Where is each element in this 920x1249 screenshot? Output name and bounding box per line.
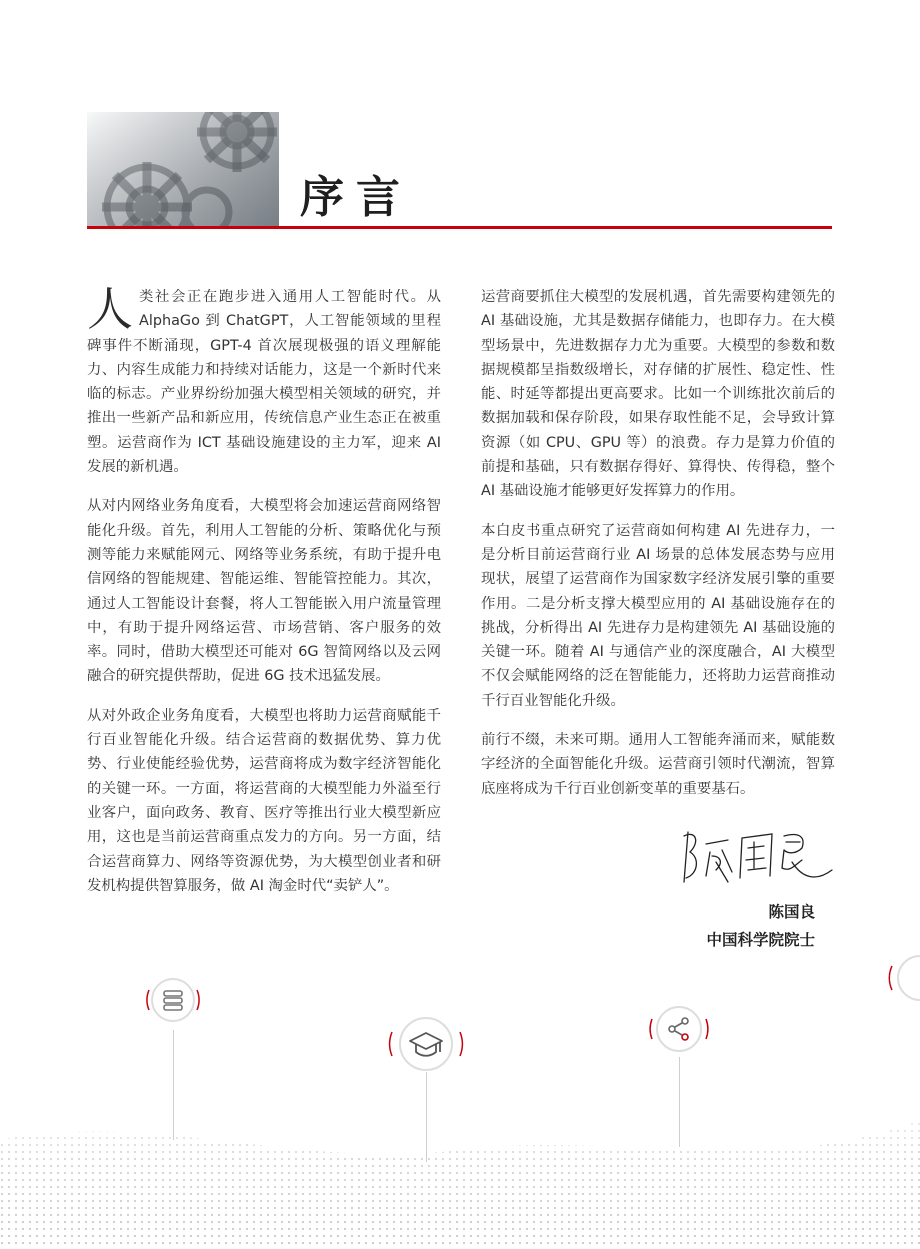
partial-node — [888, 948, 920, 1008]
paragraph: 运营商要抓住大模型的发展机遇，首先需要构建领先的 AI 基础设施，尤其是数据存储能力，也即存力。在大模型场景中，先进数据存力尤为重要。大模型的参数和数据规模都呈指数级增长，对存储的扩展性、稳定性、性能、时延等都提出更高要求。比如一个训练批次前后的数据加载和保存阶段，如果存取性能不足，会导致计算资源（如 CPU、GPU 等）的浪费。存力是算力价值的前提和基础，只有数据存得好、算得快、传得稳，整个 AI 基础设施才能够更好发挥算力的作用。 — [481, 289, 835, 500]
paragraph: 从对外政企业务角度看，大模型也将助力运营商赋能千行百业智能化升级。结合运营商的数据优势、算力优势、行业使能经验优势，运营商将成为数字经济智能化的关键一环。一方面，将运营商的大模型能力外溢至行业客户，面向政务、教育、医疗等推出行业大模型新应用，这也是当前运营商重点发力的方向。另一方面，结合运营商算力、网络等资源优势，为大模型创业者和研发机构提供智算服务，做 AI 淘金时代“卖铲人”。 — [87, 707, 441, 894]
dropcap: 人 — [87, 282, 133, 336]
paragraph-text: 类社会正在跑步进入通用人工智能时代。从AlphaGo 到 ChatGPT，人工智能领域的里程碑事件不断涌现，GPT-4 首次展现极强的语义理解能力、内容生成能力和持续对话能力，这是一个新时代来临的标志。产业界纷纷加强大模型相关领域的研究，并推出一些新产品和新应用，传统信息产业生态正在被重塑。运营商作为 ICT 基础设施建设的主力军，迎来 AI 发展的新机遇。 — [87, 289, 441, 476]
timeline-stem — [679, 1057, 680, 1147]
database-node — [143, 970, 203, 1030]
paragraph: 前行不缀，未来可期。通用人工智能奔涌而来，赋能数字经济的全面智能化升级。运营商引领时代潮流，智算底座将成为千行百业创新变革的重要基石。 — [481, 732, 835, 797]
handwritten-signature — [676, 822, 836, 898]
signature-title: 中国科学院院士 — [706, 931, 815, 949]
share-icon — [648, 998, 710, 1060]
title-rule — [87, 226, 832, 229]
partial-circle-icon — [888, 948, 920, 1008]
gears-photo — [87, 112, 279, 226]
graduation-cap-icon — [388, 1012, 464, 1076]
database-icon — [143, 970, 203, 1030]
page-title: 序言 — [300, 172, 412, 223]
education-node — [388, 1012, 464, 1076]
paragraph: 从对内网络业务角度看，大模型将会加速运营商网络智能化升级。首先，利用人工智能的分析、策略优化与预测等能力来赋能网元、网络等业务系统，有助于提升电信网络的智能规建、智能运维、智能管控能力。其次，通过人工智能设计套餐，将人工智能嵌入用户流量管理中，有助于提升网络运营、市场营销、客户服务的效率。同时，借助大模型还可能对 6G 智简网络以及云网融合的研究提供帮助，促进 6G 技术迅猛发展。 — [87, 498, 441, 685]
right-column — [481, 285, 835, 816]
left-column — [87, 282, 441, 913]
timeline-stem — [426, 1072, 427, 1162]
signature-name: 陈国良 — [768, 903, 815, 921]
timeline-stem — [173, 1030, 174, 1140]
dotted-wave-decoration — [0, 1080, 920, 1249]
paragraph: 本白皮书重点研究了运营商如何构建 AI 先进存力，一是分析目前运营商行业 AI 场景的总体发展态势与应用现状，展望了运营商作为国家数字经济发展引擎的重要作用。二是分析支撑大模型应用的 AI 基础设施存在的挑战，分析得出 AI 先进存力是构建领先 AI 基础设施的关键一环。随着 AI 与通信产业的深度融合，AI 大模型不仅会赋能网络的泛在智能能力，还将助力运营商推动千行百业智能化升级。 — [481, 522, 835, 709]
share-node — [648, 998, 710, 1060]
paragraph — [87, 282, 441, 479]
